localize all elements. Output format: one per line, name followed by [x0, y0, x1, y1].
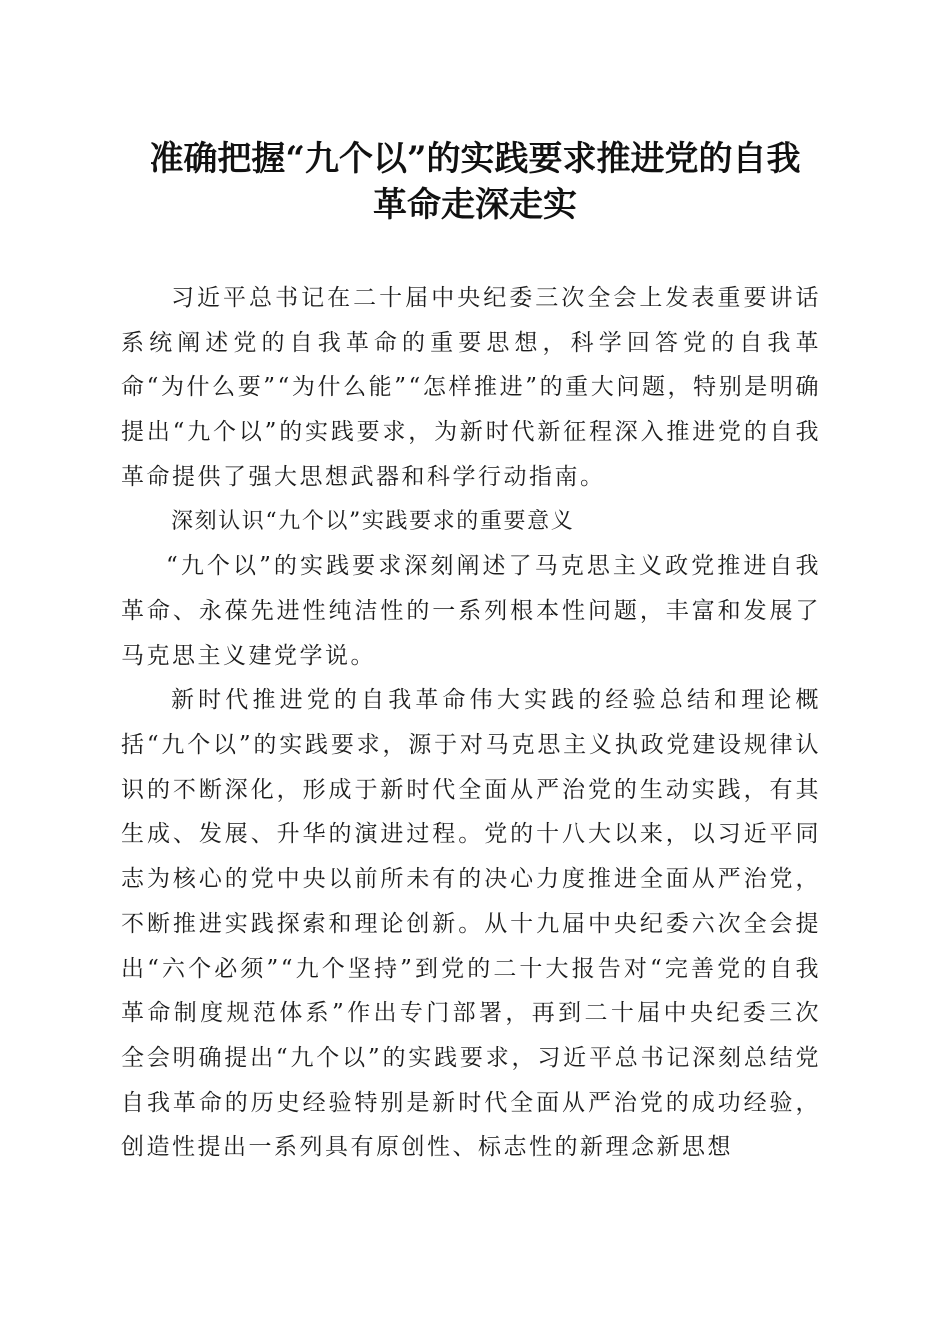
paragraph-significance: “九个以”的实践要求深刻阐述了马克思主义政党推进自我革命、永葆先进性纯洁性的一系列根本性问题，丰富和发展了马克思主义建党学说。	[121, 553, 821, 669]
title-line-1: 准确把握“九个以”的实践要求推进党的自我	[149, 139, 801, 179]
title-line-2: 革命走深走实	[373, 185, 577, 225]
document-body	[121, 276, 821, 1170]
paragraph-experience: 新时代推进党的自我革命伟大实践的经验总结和理论概括“九个以”的实践要求，源于对马克思主义执政党建设规律认识的不断深化，形成于新时代全面从严治党的生动实践，有其生成、发展、升华的演进过程。党的十八大以来，以习近平同志为核心的党中央以前所未有的决心力度推进全面从严治党，不断推进实践探索和理论创新。从十九届中央纪委六次全会提出“六个必须”“九个坚持”到党的二十大报告对“完善党的自我革命制度规范体系”作出专门部署，再到二十届中央纪委三次全会明确提出“九个以”的实践要求，习近平总书记深刻总结党自我革命的历史经验特别是新时代全面从严治党的成功经验，创造性提出一系列具有原创性、标志性的新理念新思想	[121, 687, 821, 1161]
section-heading: 深刻认识“九个以”实践要求的重要意义	[171, 508, 575, 534]
paragraph-intro: 习近平总书记在二十届中央纪委三次全会上发表重要讲话系统阐述党的自我革命的重要思想，科学回答党的自我革命“为什么要”“为什么能”“怎样推进”的重大问题，特别是明确提出“九个以”的实践要求，为新时代新征程深入推进党的自我革命提供了强大思想武器和科学行动指南。	[121, 285, 821, 490]
document-title	[110, 136, 840, 228]
